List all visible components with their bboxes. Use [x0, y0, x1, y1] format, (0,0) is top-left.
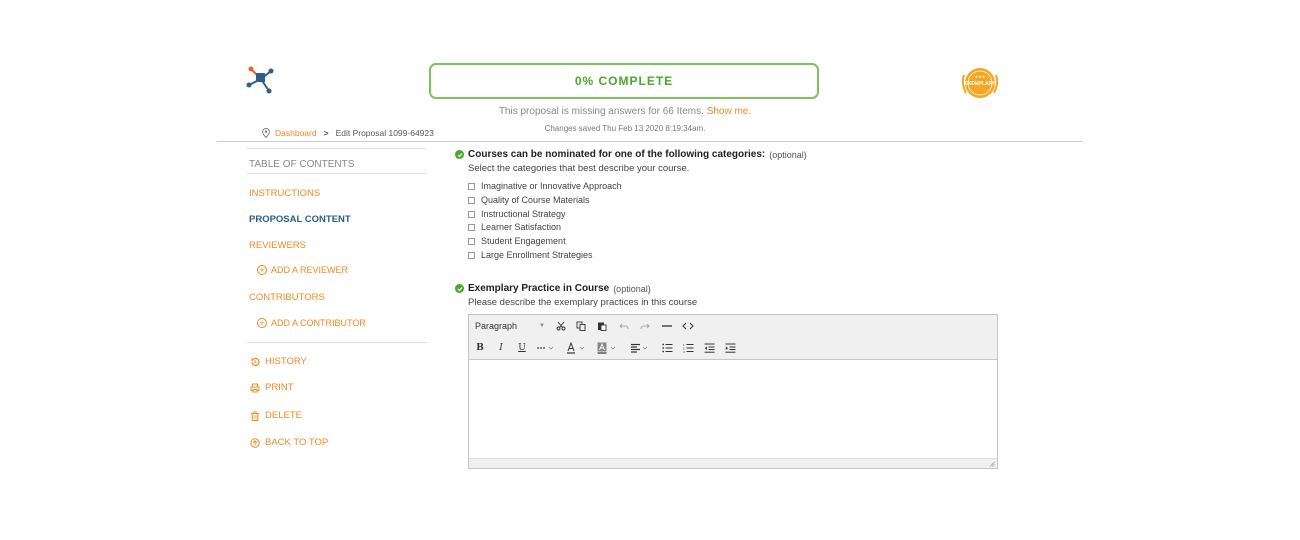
horizontal-rule-button[interactable] — [660, 319, 674, 333]
format-select[interactable] — [475, 319, 545, 333]
print-link[interactable] — [250, 382, 294, 393]
progress-indicator — [429, 63, 819, 99]
copy-icon — [576, 321, 586, 331]
category-option[interactable] — [468, 250, 593, 260]
editor-content-area[interactable] — [469, 360, 997, 460]
question-exemplary-description: Please describe the exemplary practices in this course — [468, 297, 698, 308]
format-select-value: Paragraph — [475, 321, 518, 331]
check-circle-icon — [455, 284, 464, 293]
history-label: HISTORY — [265, 356, 307, 367]
toc-divider — [247, 173, 426, 174]
paste-icon — [597, 321, 607, 331]
print-label: PRINT — [265, 382, 294, 393]
highlight-color-icon — [597, 342, 619, 354]
back-to-top-label: BACK TO TOP — [265, 437, 329, 448]
add-circle-icon: + — [257, 265, 267, 275]
align-left-icon — [630, 343, 652, 353]
numbered-list-icon — [683, 343, 694, 353]
source-code-button[interactable] — [681, 319, 695, 333]
back-to-top-link[interactable] — [250, 437, 328, 448]
category-checkbox[interactable] — [468, 252, 475, 259]
progress-label: 0% COMPLETE — [574, 74, 674, 88]
svg-text:★★★: ★★★ — [974, 74, 986, 79]
category-checkbox[interactable] — [468, 211, 475, 218]
horizontal-line-icon — [661, 321, 673, 331]
missing-answers-notice — [429, 106, 821, 117]
breadcrumb-dashboard-link[interactable]: Dashboard — [275, 128, 317, 138]
rich-text-editor — [468, 314, 998, 469]
arrow-up-circle-icon — [250, 438, 260, 448]
delete-link[interactable] — [250, 410, 302, 421]
breadcrumb-separator: > — [323, 128, 329, 138]
code-icon — [682, 321, 694, 331]
cut-button[interactable] — [554, 319, 568, 333]
category-checkbox[interactable] — [468, 238, 475, 245]
add-circle-icon: + — [257, 318, 267, 328]
ellipsis-icon — [536, 343, 556, 353]
sidebar-item-instructions[interactable]: INSTRUCTIONS — [249, 188, 321, 199]
outdent-button[interactable] — [702, 341, 716, 355]
numbered-list-button[interactable] — [681, 341, 695, 355]
copy-button[interactable] — [574, 319, 588, 333]
indent-icon — [725, 343, 736, 353]
breadcrumb — [262, 128, 434, 138]
sidebar-item-contributors[interactable]: CONTRIBUTORS — [249, 292, 325, 303]
paste-button[interactable] — [595, 319, 609, 333]
optional-tag: (optional) — [769, 149, 807, 160]
question-categories-description: Select the categories that best describe your course. — [468, 163, 690, 174]
category-option[interactable] — [468, 181, 622, 191]
trash-icon — [250, 411, 260, 421]
optional-tag: (optional) — [613, 283, 651, 294]
location-pin-icon — [262, 128, 270, 138]
text-color-button[interactable] — [565, 341, 589, 355]
category-label: Large Enrollment Strategies — [481, 250, 593, 260]
category-option[interactable] — [468, 195, 590, 205]
app-logo[interactable] — [245, 63, 277, 95]
editor-status-bar — [469, 458, 997, 468]
add-reviewer-label: ADD A REVIEWER — [271, 265, 349, 275]
category-option[interactable] — [468, 209, 566, 219]
redo-icon — [640, 321, 650, 331]
category-label: Learner Satisfaction — [481, 222, 562, 232]
italic-button[interactable]: I — [499, 343, 503, 353]
breadcrumb-current: Edit Proposal 1099-64923 — [335, 128, 434, 138]
category-label: Quality of Course Materials — [481, 195, 590, 205]
missing-text: This proposal is missing answers for 66 Items. — [498, 106, 704, 117]
add-reviewer-button[interactable] — [257, 265, 348, 275]
sidebar-item-proposal-content[interactable]: PROPOSAL CONTENT — [249, 214, 351, 225]
svg-text:1: 1 — [682, 343, 685, 347]
question-exemplary-title — [455, 283, 651, 294]
category-option[interactable] — [468, 236, 566, 246]
editor-toolbar — [469, 315, 997, 360]
undo-button[interactable] — [617, 319, 631, 333]
category-label: Imaginative or Innovative Approach — [481, 181, 622, 191]
history-icon — [250, 357, 260, 367]
undo-icon — [619, 321, 629, 331]
category-checkbox[interactable] — [468, 197, 475, 204]
show-me-link[interactable]: Show me. — [706, 106, 752, 117]
delete-label: DELETE — [265, 410, 302, 421]
header-divider — [217, 141, 1083, 142]
check-circle-icon — [455, 150, 464, 159]
more-formatting-button[interactable] — [535, 341, 557, 355]
scissors-icon — [556, 321, 566, 331]
background-color-button[interactable] — [596, 341, 620, 355]
bullet-list-button[interactable] — [660, 341, 674, 355]
svg-text:2: 2 — [682, 346, 685, 351]
category-label: Student Engagement — [481, 236, 566, 246]
category-checkbox[interactable] — [468, 224, 475, 231]
category-option[interactable] — [468, 222, 561, 232]
svg-text:3: 3 — [682, 350, 685, 353]
badge-text: EXEMPLARY — [964, 81, 996, 87]
exemplary-award-badge — [958, 63, 1002, 103]
redo-button[interactable] — [638, 319, 652, 333]
question-exemplary-label: Exemplary Practice in Course — [468, 283, 610, 294]
bullet-list-icon — [662, 343, 673, 353]
sidebar-item-reviewers[interactable]: REVIEWERS — [249, 240, 307, 251]
text-color-icon — [566, 342, 588, 354]
chevron-down-icon: ▼ — [539, 323, 545, 329]
question-categories-label: Courses can be nominated for one of the following categories: — [468, 149, 766, 160]
add-contributor-label: ADD A CONTRIBUTOR — [271, 318, 366, 328]
print-icon — [250, 383, 260, 393]
outdent-icon — [704, 343, 715, 353]
underline-button[interactable]: U — [518, 343, 526, 353]
toc-heading: TABLE OF CONTENTS — [249, 159, 355, 170]
question-categories-title — [455, 149, 807, 160]
category-label: Instructional Strategy — [481, 209, 566, 219]
align-button[interactable] — [629, 341, 653, 355]
saved-status: Changes saved Thu Feb 13 2020 8:19:34am. — [544, 124, 706, 133]
toc-top-divider — [247, 148, 426, 149]
toc-actions-divider — [247, 342, 426, 343]
resize-handle-icon[interactable] — [989, 461, 995, 467]
indent-button[interactable] — [723, 341, 737, 355]
category-checkbox[interactable] — [468, 183, 475, 190]
bold-button[interactable]: B — [476, 343, 484, 353]
history-link[interactable] — [250, 356, 307, 367]
add-contributor-button[interactable] — [257, 318, 366, 328]
